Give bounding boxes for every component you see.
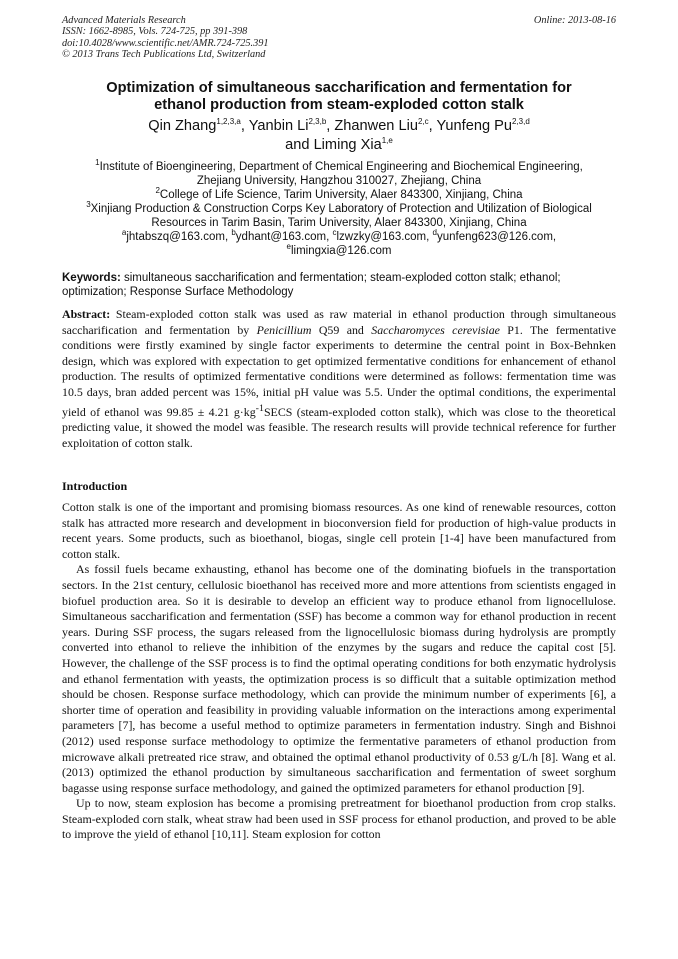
email-sup: a bbox=[121, 228, 127, 238]
issn-line: ISSN: 1662-8985, Vols. 724-725, pp 391-398 bbox=[62, 26, 248, 38]
email-sup: d bbox=[432, 228, 437, 238]
author-and: and bbox=[285, 137, 314, 153]
affil-num: 1 bbox=[95, 158, 100, 168]
section-heading: Introduction bbox=[62, 479, 128, 493]
keywords-text: simultaneous saccharification and fermentation; steam-exploded cotton stalk; ethanol; optimization; Response Surface Methodology bbox=[62, 272, 561, 298]
author-separator: , bbox=[428, 118, 437, 134]
author-separator: , bbox=[326, 118, 335, 134]
affiliation-3 bbox=[62, 202, 616, 216]
keywords-label: Keywords: bbox=[62, 272, 121, 284]
organism-name: Penicillium bbox=[256, 322, 312, 337]
affil-text: Xinjiang Production & Construction Corps Key Laboratory of Protection and Utilization of Biological bbox=[90, 203, 592, 215]
title-line-2: ethanol production from steam-exploded cotton stalk bbox=[154, 97, 524, 113]
paper-title bbox=[62, 80, 616, 114]
unit-superscript: -1 bbox=[255, 402, 264, 414]
copyright-line: © 2013 Trans Tech Publications Ltd, Switzerland bbox=[62, 48, 266, 60]
abstract-text: Q59 and bbox=[311, 322, 372, 337]
paragraph: As fossil fuels became exhausting, ethanol has become one of the dominating biofuels in the transportation sectors. In the 21st century, cellulosic bioethanol has received more and more attentions from scientists engaged in biofuel production area. So it is desirable to develop an efficient way to produce ethanol from lignocellulose. Simultaneous saccharification and fermentation (SSF) has become a common way for ethanol production in recent years. During SSF process, the sugars released from the lignocellulosic biomass during hydrolysis are promptly converted into ethanol to relieve the inhibition of the enzymes by the sugars and reduce the capital cost [5]. However, the challenge of the SSF process is to find the optimal operating conditions for both enzymatic hydrolysis and ethanol fermentation with yeasts, the optimization process is so difficult that a suitable optimization method should be chosen. Response surface methodology, which can provide the minimum number of experiments [6], a shorter time of operation and feasibility in providing valuable information on the interactions among experimental parameters [7], has become a useful method to optimize parameters in fermentation industry. Singh and Bishnoi (2012) used response surface methodology to optimize the fermentative parameters of ethanol production from microwave alkali pretreated rice straw, and obtained the optimal ethanol productivity of 0.53 g/L/h [8]. Wang et al. (2013) optimized the ethanol production by simultaneous saccharification and fermentation of sweet sorghum bagasse using response surface methodology, and gained the optimized parameters for ethanol production [9]. bbox=[62, 562, 616, 795]
email-sup: e bbox=[286, 242, 291, 252]
email-address[interactable]: lzwzky@163.com bbox=[336, 231, 427, 243]
author-affil-sup: 2,3,b bbox=[308, 117, 327, 127]
introduction-body bbox=[62, 500, 616, 843]
organism-name: Saccharomyces cerevisiae bbox=[371, 322, 500, 337]
affiliation-1-cont: Zhejiang University, Hangzhou 310027, Zhejiang, China bbox=[196, 175, 482, 187]
title-line-1: Optimization of simultaneous saccharification and fermentation for bbox=[106, 80, 572, 96]
author-affil-sup: 1,2,3,a bbox=[216, 117, 241, 127]
affil-text: College of Life Science, Tarim University, Alaer 843300, Xinjiang, China bbox=[159, 189, 523, 201]
affiliation-2 bbox=[62, 188, 616, 202]
author-name: Yanbin Li bbox=[248, 118, 309, 134]
affiliations bbox=[62, 160, 616, 258]
affil-num: 2 bbox=[155, 186, 160, 196]
author-name: Liming Xia bbox=[313, 137, 382, 153]
author-name: Zhanwen Liu bbox=[334, 118, 418, 134]
author-affil-sup: 2,3,d bbox=[511, 117, 530, 127]
online-date: Online: 2013-08-16 bbox=[533, 15, 616, 26]
email-sup: c bbox=[332, 228, 337, 238]
paragraph: Cotton stalk is one of the important and promising biomass resources. As one kind of renewable resources, cotton stalk has attracted more research and development in bioconversion field for production of high-value products in recent years. Some products, such as bioethanol, biogas, single cell protein [1-4] have been manufactured from cotton stalk. bbox=[62, 500, 616, 561]
email-address[interactable]: ydhant@163.com bbox=[235, 231, 327, 243]
email-address[interactable]: limingxia@126.com bbox=[290, 245, 392, 257]
journal-name: Advanced Materials Research bbox=[62, 15, 186, 26]
abstract-text: P1. The fermentative conditions were firstly examined by single factor experiments to determine the central point in Box-Behnken design, which was explored with expectation to get optimized fermentative conditions for enhancement of ethanol production. The results of optimized fermentative conditions were determined as follows: fermentation time was 10.5 days, bran added percent was 15%, initial pH value was 5.5. Under the optimal conditions, the experimental yield of ethanol was 99.85 ± 4.21 g·kg bbox=[62, 322, 616, 419]
author-affil-sup: 2,c bbox=[417, 117, 429, 127]
journal-header bbox=[62, 15, 616, 60]
email-address[interactable]: jhtabszq@163.com bbox=[126, 231, 225, 243]
email-sup: b bbox=[231, 228, 236, 238]
doi-line: doi:10.4028/www.scientific.net/AMR.724-725.391 bbox=[62, 37, 269, 49]
author-separator: , bbox=[240, 118, 249, 134]
email-line-2 bbox=[62, 244, 616, 258]
abstract-text: SECS (steam-exploded cotton stalk), which was close to the theoretical predicting value, it showed the model was feasible. The research results will provide technical reference for further exploitation of cotton stalk. bbox=[62, 404, 616, 450]
paragraph: Up to now, steam explosion has become a promising pretreatment for bioethanol production from crop stalks. Steam-exploded corn stalk, wheat straw had been used in SSF process for ethanol production, and proved to be able to improve the yield of ethanol [10,11]. Steam explosion for cotton bbox=[62, 796, 616, 842]
keywords bbox=[62, 271, 616, 299]
author-affil-sup: 1,e bbox=[381, 136, 393, 146]
abstract bbox=[62, 307, 616, 451]
author-name: Qin Zhang bbox=[148, 118, 217, 134]
affil-num: 3 bbox=[86, 200, 91, 210]
affil-text: Institute of Bioengineering, Department of Chemical Engineering and Biochemical Engineering, bbox=[99, 161, 583, 173]
abstract-text: Steam-exploded cotton stalk was used as raw material in ethanol production through simultaneous saccharification and fermentation by bbox=[62, 307, 616, 337]
affiliation-3-cont: Resources in Tarim Basin, Tarim University, Alaer 843300, Xinjiang, China bbox=[151, 217, 527, 229]
abstract-label: Abstract: bbox=[62, 307, 111, 321]
author-list bbox=[62, 117, 616, 155]
email-address[interactable]: yunfeng623@126.com bbox=[437, 231, 553, 243]
email-line: $^a$jhtabszq@163.com, $^b$ydhant@163.com, $^c$lzwzky@163.com, $^d$yunfeng623@126.com, bbox=[121, 228, 557, 243]
author-name: Yunfeng Pu bbox=[436, 118, 512, 134]
affiliation-1 bbox=[62, 160, 616, 174]
